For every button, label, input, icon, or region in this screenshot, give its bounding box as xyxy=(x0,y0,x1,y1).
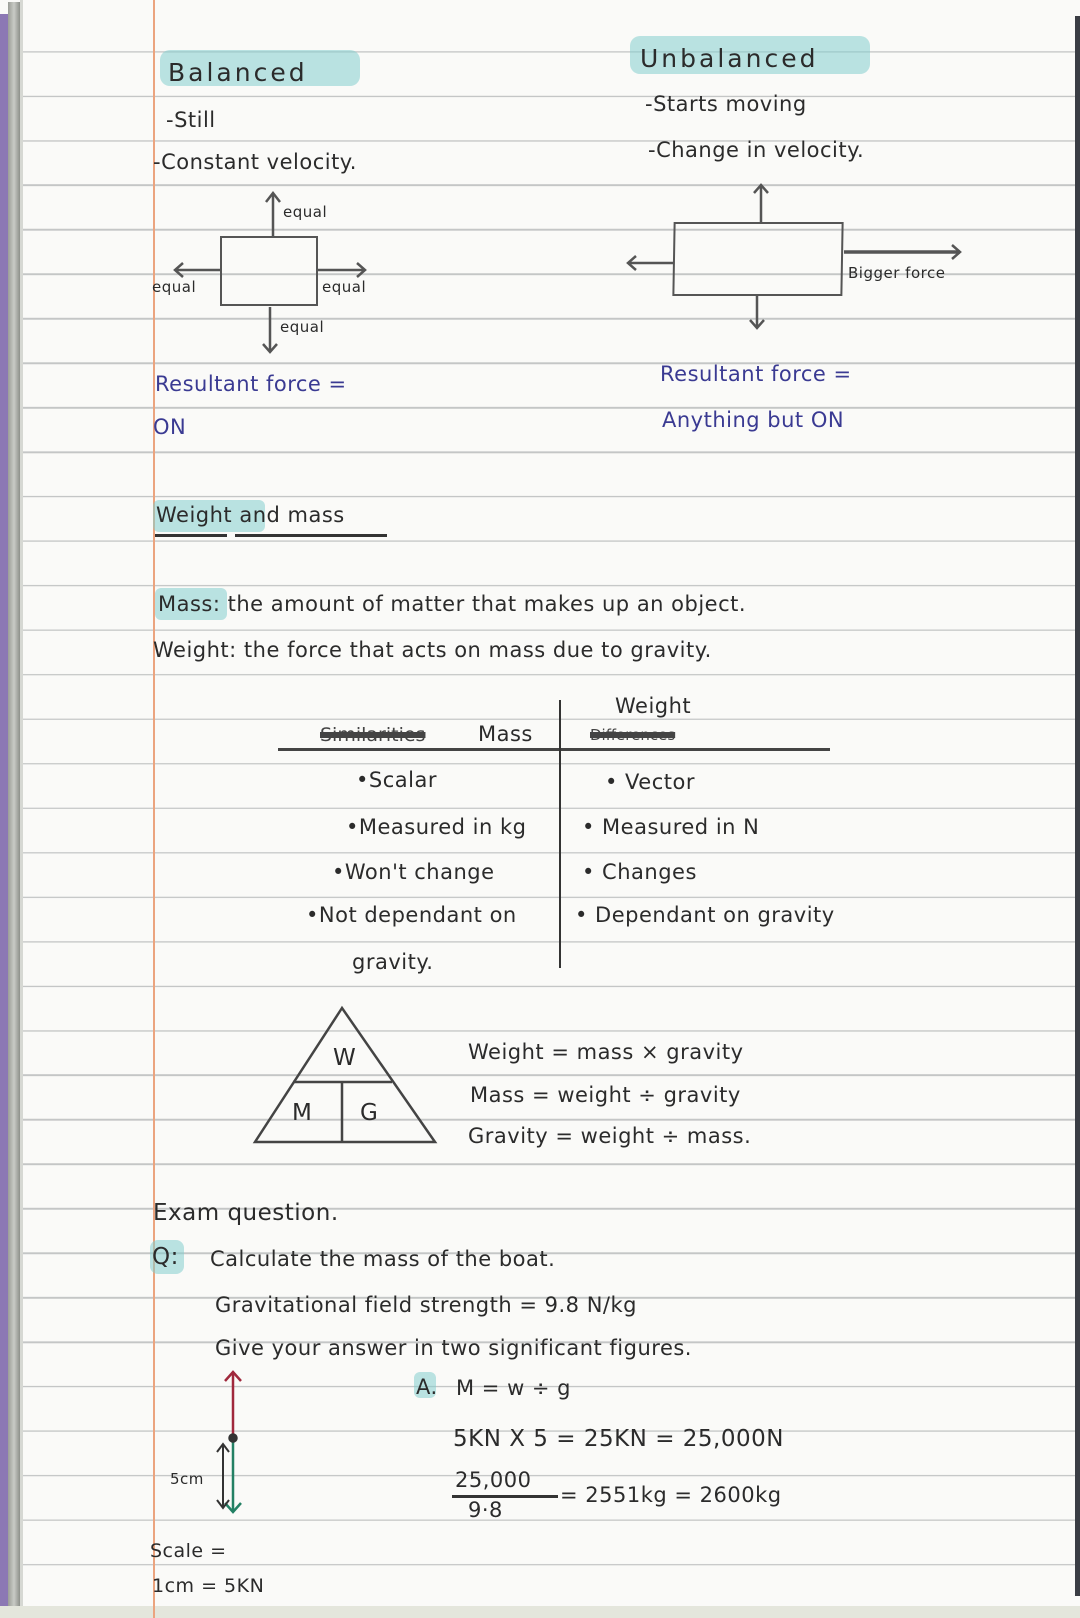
mass-property: •Scalar xyxy=(356,768,437,792)
table-header-divider xyxy=(278,748,830,751)
unbalanced-title: Unbalanced xyxy=(640,44,819,73)
weight-property: • Changes xyxy=(582,860,697,884)
triangle-m: M xyxy=(292,1100,313,1126)
question-given: Gravitational field strength = 9.8 N/kg xyxy=(215,1293,637,1317)
fraction-denominator: 9·8 xyxy=(468,1498,503,1522)
answer-line: M = w ÷ g xyxy=(456,1376,572,1400)
force-label-bottom: equal xyxy=(280,318,325,336)
crossed-out-heading: Similarities xyxy=(320,724,426,746)
page-bottom-edge xyxy=(0,1606,1080,1618)
formula-line: Gravity = weight ÷ mass. xyxy=(468,1124,752,1148)
unbalanced-resultant-label: Resultant force = xyxy=(660,362,852,386)
unbalanced-resultant-value: Anything but ON xyxy=(662,408,845,432)
notebook-cover-edge xyxy=(0,14,8,1618)
exam-heading: Exam question. xyxy=(153,1200,339,1226)
mass-property: •Measured in kg xyxy=(346,815,527,839)
boat-force-arrows xyxy=(170,1368,270,1518)
scale-value: 1cm = 5KN xyxy=(152,1575,265,1597)
balanced-point: -Constant velocity. xyxy=(153,150,357,174)
weight-property: • Measured in N xyxy=(582,815,760,839)
mass-term: Mass: xyxy=(158,592,221,616)
question-instruction: Give your answer in two significant figures. xyxy=(215,1336,692,1360)
question-label: Q: xyxy=(152,1244,179,1270)
table-header-weight: Weight xyxy=(615,694,692,718)
right-page-edge xyxy=(1075,16,1080,1596)
section-heading-weight-mass: Weight and mass xyxy=(156,503,345,527)
scale-label: Scale = xyxy=(150,1540,227,1562)
notebook-binding xyxy=(8,2,20,1618)
heading-underline xyxy=(155,534,227,537)
unbalanced-point: -Change in velocity. xyxy=(648,138,865,162)
heading-underline xyxy=(235,534,387,537)
formula-triangle xyxy=(250,1005,440,1145)
weight-property: • Dependant on gravity xyxy=(575,903,835,927)
fraction-numerator: 25,000 xyxy=(455,1468,532,1492)
weight-term: Weight: xyxy=(153,638,237,662)
weight-property: • Vector xyxy=(605,770,695,794)
unbalanced-force-arrows xyxy=(620,180,1020,340)
table-column-divider xyxy=(559,700,561,968)
table-header-mass: Mass xyxy=(478,722,533,746)
triangle-w: W xyxy=(333,1045,357,1071)
balanced-resultant-label: Resultant force = xyxy=(155,372,347,396)
question-text: Calculate the mass of the boat. xyxy=(210,1247,556,1271)
mass-property: •Won't change xyxy=(332,860,495,884)
mass-def-text: the amount of matter that makes up an object. xyxy=(220,592,747,616)
force-label-left: equal xyxy=(152,278,197,296)
mass-property: •Not dependant on xyxy=(306,903,517,927)
formula-line: Mass = weight ÷ gravity xyxy=(470,1083,741,1107)
fraction-result: = 2551kg = 2600kg xyxy=(560,1483,782,1507)
force-label-bigger: Bigger force xyxy=(848,264,946,282)
balanced-resultant-value: ON xyxy=(153,415,187,439)
page-edge xyxy=(20,0,23,1618)
formula-line: Weight = mass × gravity xyxy=(468,1040,744,1064)
force-label-top: equal xyxy=(283,203,328,221)
crossed-out-heading: Differences xyxy=(590,726,676,744)
answer-label: A. xyxy=(416,1375,438,1399)
unbalanced-point: -Starts moving xyxy=(645,92,807,116)
weight-definition xyxy=(153,638,712,662)
force-label-right: equal xyxy=(322,278,367,296)
triangle-g: G xyxy=(360,1100,379,1126)
arrow-length-label: 5cm xyxy=(170,1470,204,1488)
weight-def-text: the force that acts on mass due to gravity. xyxy=(236,638,712,662)
balanced-title: Balanced xyxy=(168,58,308,87)
mass-property: gravity. xyxy=(352,950,434,974)
answer-line: 5KN X 5 = 25KN = 25,000N xyxy=(453,1426,784,1452)
balanced-point: -Still xyxy=(166,108,216,132)
mass-definition xyxy=(158,592,746,616)
